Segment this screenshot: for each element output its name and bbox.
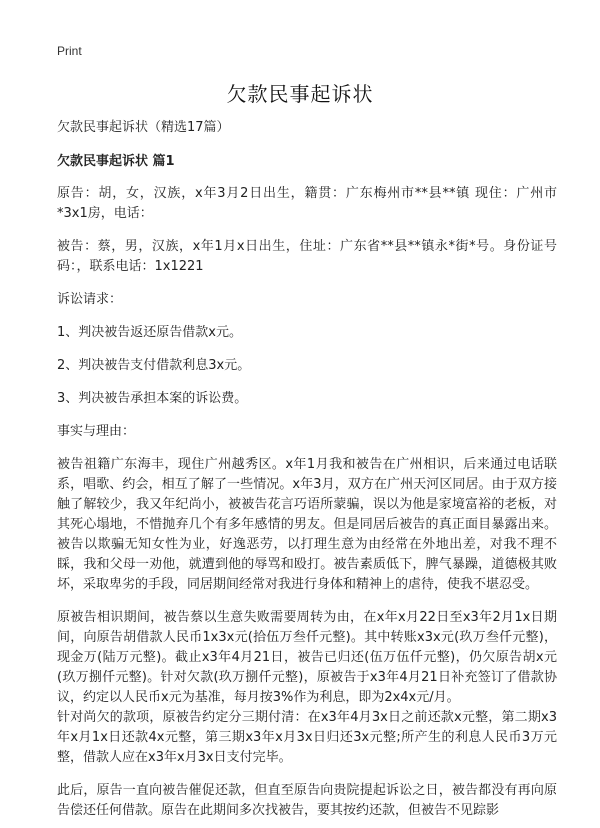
document-body (57, 118, 557, 821)
collection-attempts-paragraph: 此后，原告一直向被告催促还款，但直至原告向贵院提起诉讼之日，被告都没有再向原告偿还任何借款。原告在此期间多次找被告，要其按约还款，但被告不见踪影 (57, 783, 557, 818)
claim-item-1: 1、判决被告返还原告借款x元。 (57, 325, 242, 340)
defendant-info: 被告：蔡，男，汉族，x年1月x日出生，住址：广东省**县**镇永*街*号。身份证号码：，联系电话：1x1221 (57, 239, 557, 274)
claim-item-2: 2、判决被告支付借款利息3x元。 (57, 358, 251, 373)
claim-item-3: 3、判决被告承担本案的诉讼费。 (57, 391, 248, 406)
repayment-terms-paragraph: 针对尚欠的款项，原被告约定分三期付清：在x3年4月3x日之前还款x元整，第二期x3年x月1x日还款4x元整，第三期x3年x月3x日归还3x元整;所产生的利息人民币3万元整，借款人应在x3年x月3x日支付完毕。 (57, 710, 557, 765)
document-title: 欠款民事起诉状 (226, 82, 374, 106)
facts-heading: 事实与理由： (57, 424, 136, 439)
facts-paragraph: 被告祖籍广东海丰，现住广州越秀区。x年1月我和被告在广州相识，后来通过电话联系，唱歌、约会，相互了解了一些情况。x年3月，双方在广州天河区同居。由于双方接触了解较少，我又年纪尚小，被被告花言巧语所蒙骗，误以为他是家境富裕的老板，对其死心塌地，不惜抛弃几个有多年感情的男友。但是同居后被告的真正面目暴露出来。被告以欺骗无知女性为业，好逸恶劳，以打理生意为由经常在外地出差，对我不理不睬，我和父母一劝他，就遭到他的辱骂和殴打。被告素质低下，脾气暴躁，道德极其败坏，采取卑劣的手段，同居期间经常对我进行身体和精神上的虐待，使我不堪忍受。 (57, 457, 557, 592)
loan-details-paragraph: 原被告相识期间，被告蔡以生意失败需要周转为由，在x年x月22日至x3年2月1x日期间，向原告胡借款人民币1x3x元(拾伍万叁仟元整)。其中转账x3x元(玖万叁仟元整)，现金万(陆万元整)。截止x3年4月21日，被告已归还(伍万伍仟元整)，仍欠原告胡x元(玖万捌仟元整)。针对欠款(玖万捌仟元整)，原被告于x3年4月21日补充签订了借款协议，约定以人民币x元为基准，每月按3%作为利息，即为2x4x元/月。 (57, 610, 557, 705)
claims-heading: 诉讼请求： (57, 292, 123, 307)
plaintiff-info: 原告：胡，女，汉族，x年3月2日出生，籍贯：广东梅州市**县**镇 现住：广州市*3x1房，电话： (57, 186, 557, 221)
section-heading: 欠款民事起诉状 篇1 (57, 154, 175, 169)
document-subtitle: 欠款民事起诉状（精选17篇） (57, 120, 230, 135)
print-label: Print (57, 44, 82, 58)
